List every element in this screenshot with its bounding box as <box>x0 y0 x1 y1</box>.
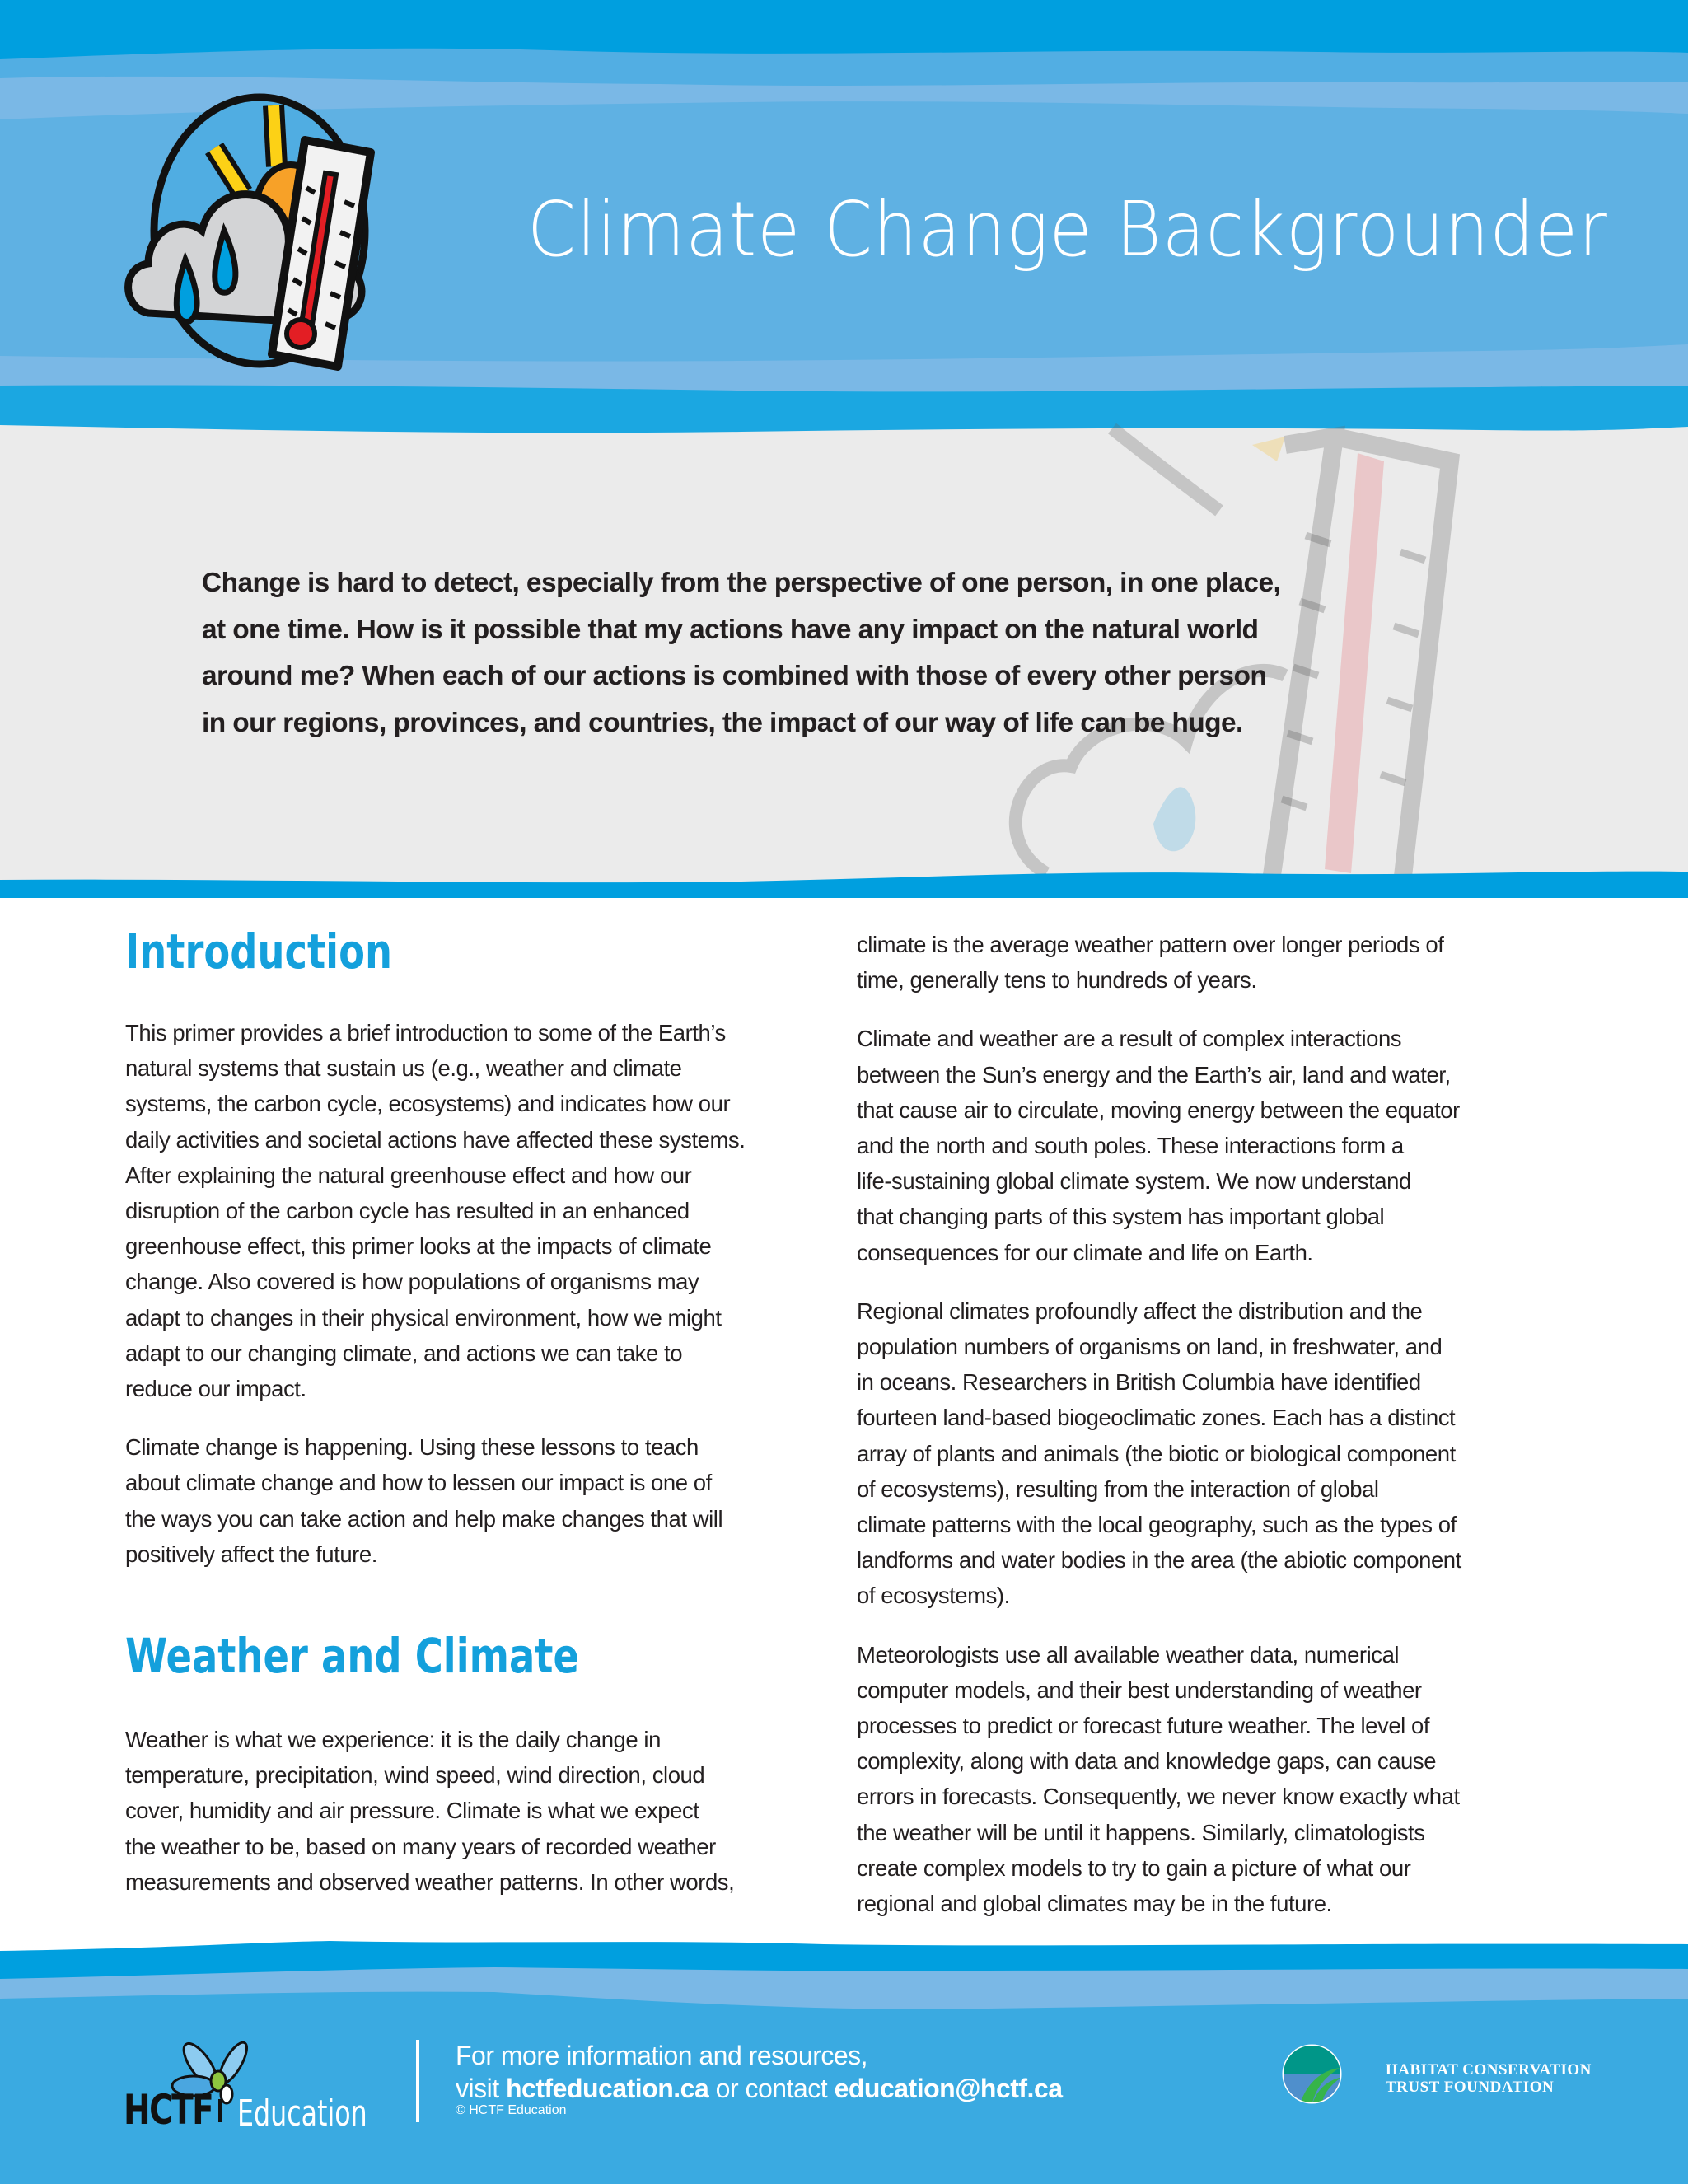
weather-paragraph-3 <box>857 1293 1557 1614</box>
footer-divider <box>416 2040 419 2122</box>
text-line: natural systems that sustain us (e.g., weather and climate <box>125 1055 682 1082</box>
right-column <box>857 927 1557 1944</box>
text-line: reduce our impact. <box>125 1376 306 1402</box>
text-line: the weather will be until it happens. Similarly, climatologists <box>857 1819 1425 1845</box>
foundation-line-1: HABITAT CONSERVATION <box>1386 2061 1592 2079</box>
text-line: array of plants and animals (the biotic or biological component <box>857 1440 1456 1466</box>
text-line: climate patterns with the local geography, such as the types of <box>857 1512 1457 1538</box>
text-line: measurements and observed weather patterns. In other words, <box>125 1868 735 1895</box>
text-line: Weather is what we experience: it is the daily change in <box>125 1727 661 1752</box>
page-title: Climate Change Backgrounder <box>527 185 1608 274</box>
text-line: change. Also covered is how populations of organisms may <box>125 1269 699 1295</box>
text-line: fourteen land-based biogeoclimatic zones. Each has a distinct <box>857 1405 1456 1431</box>
intro-paragraph-1 <box>125 1015 817 1406</box>
heading-introduction: Introduction <box>125 924 392 980</box>
text-line: and the north and south poles. These interactions form a <box>857 1133 1404 1159</box>
heading-weather-and-climate: Weather and Climate <box>125 1628 579 1684</box>
foundation-name <box>1386 2061 1592 2096</box>
footer-contact <box>456 2039 1063 2105</box>
or-contact-label: or contact <box>708 2074 835 2103</box>
text-line: the ways you can take action and help make changes that will <box>125 1505 723 1532</box>
text-line: of ecosystems). <box>857 1583 1010 1609</box>
text-line: errors in forecasts. Consequently, we never know exactly what <box>857 1784 1460 1810</box>
text-line: processes to predict or forecast future weather. The level of <box>857 1713 1430 1739</box>
weather-paragraph-1-left <box>125 1722 817 1900</box>
email-link[interactable]: education@hctf.ca <box>834 2074 1063 2103</box>
text-line: between the Sun’s energy and the Earth’s air, land and water, <box>857 1061 1451 1087</box>
text-line: in oceans. Researchers in British Columbia have identified <box>857 1369 1421 1396</box>
text-line: adapt to our changing climate, and actions we can take to <box>125 1340 683 1366</box>
copyright: © HCTF Education <box>456 2103 567 2117</box>
text-line: temperature, precipitation, wind speed, wind direction, cloud <box>125 1762 705 1789</box>
text-line: Regional climates profoundly affect the distribution and the <box>857 1298 1423 1324</box>
text-line: computer models, and their best understanding of weather <box>857 1677 1422 1703</box>
hctf-logo-text: HCTF <box>124 2086 213 2134</box>
text-line: consequences for our climate and life on Earth. <box>857 1239 1313 1265</box>
text-line: systems, the carbon cycle, ecosystems) and indicates how our <box>125 1091 731 1117</box>
text-line: life-sustaining global climate system. We now understand <box>857 1168 1411 1195</box>
website-link[interactable]: hctfeducation.ca <box>506 2074 709 2103</box>
text-line: complexity, along with data and knowledge gaps, can cause <box>857 1748 1437 1775</box>
lead-paragraph <box>202 560 1454 746</box>
foundation-logo-icon <box>1281 2043 1343 2105</box>
text-line: positively affect the future. <box>125 1541 377 1567</box>
text-line: Climate change is happening. Using these lessons to teach <box>125 1434 699 1461</box>
text-line: population numbers of organisms on land, in freshwater, and <box>857 1334 1443 1360</box>
weather-paragraph-1-right <box>857 927 1557 998</box>
visit-label: visit <box>456 2074 506 2103</box>
weather-paragraph-4 <box>857 1637 1557 1922</box>
intro-paragraph-2 <box>125 1429 817 1572</box>
text-line: of ecosystems), resulting from the interaction of global <box>857 1475 1379 1502</box>
lead-line: in our regions, provinces, and countries, the impact of our way of life can be huge. <box>202 707 1243 738</box>
text-line: time, generally tens to hundreds of years. <box>857 967 1257 994</box>
foundation-line-2: TRUST FOUNDATION <box>1386 2079 1555 2096</box>
text-line: greenhouse effect, this primer looks at the impacts of climate <box>125 1233 712 1260</box>
text-line: cover, humidity and air pressure. Climate is what we expect <box>125 1798 699 1824</box>
weather-paragraph-2 <box>857 1021 1557 1270</box>
lead-line: at one time. How is it possible that my actions have any impact on the natural world <box>202 614 1259 645</box>
lead-line: around me? When each of our actions is combined with those of every other person <box>202 661 1267 691</box>
left-column <box>125 1015 817 1595</box>
text-line: that changing parts of this system has important global <box>857 1204 1385 1230</box>
text-line: regional and global climates may be in the future. <box>857 1891 1332 1917</box>
text-line: about climate change and how to lessen our impact is one of <box>125 1470 712 1496</box>
hctf-logo-education: Education <box>237 2093 367 2135</box>
text-line: climate is the average weather pattern over longer periods of <box>857 932 1444 957</box>
text-line: that cause air to circulate, moving energy between the equator <box>857 1097 1460 1123</box>
footer-line-2 <box>456 2072 1063 2105</box>
text-line: daily activities and societal actions have affected these systems. <box>125 1126 746 1153</box>
weather-thermometer-icon <box>124 91 395 371</box>
text-line: create complex models to try to gain a picture of what our <box>857 1854 1411 1881</box>
footer-line-1: For more information and resources, <box>456 2041 868 2070</box>
text-line: landforms and water bodies in the area (the abiotic component <box>857 1547 1461 1574</box>
text-line: disruption of the carbon cycle has resulted in an enhanced <box>125 1198 690 1224</box>
text-line: This primer provides a brief introduction to some of the Earth’s <box>125 1020 726 1045</box>
text-line: Meteorologists use all available weather data, numerical <box>857 1641 1400 1667</box>
text-line: Climate and weather are a result of complex interactions <box>857 1026 1402 1052</box>
text-line: After explaining the natural greenhouse effect and how our <box>125 1162 692 1188</box>
lead-line: Change is hard to detect, especially from the perspective of one person, in one place, <box>202 568 1281 598</box>
text-line: the weather to be, based on many years of recorded weather <box>125 1833 716 1859</box>
text-line: adapt to changes in their physical environment, how we might <box>125 1304 722 1331</box>
